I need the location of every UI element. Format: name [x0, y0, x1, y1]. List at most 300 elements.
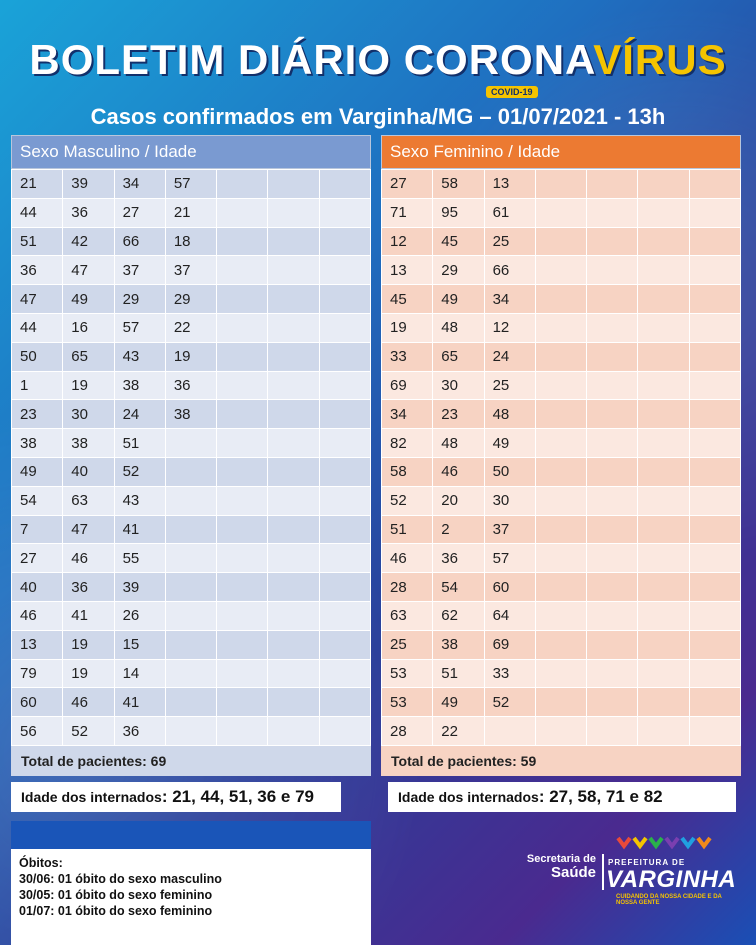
age-cell: 45 [382, 285, 433, 314]
age-cell: 38 [63, 429, 114, 458]
age-cell: 24 [484, 342, 535, 371]
age-cell: 28 [382, 573, 433, 602]
age-cell: 51 [433, 659, 484, 688]
age-cell [587, 688, 638, 717]
age-cell: 95 [433, 198, 484, 227]
age-cell [638, 170, 689, 199]
age-cell [638, 601, 689, 630]
age-cell [587, 486, 638, 515]
age-cell: 25 [382, 630, 433, 659]
age-cell [217, 688, 268, 717]
age-cell [217, 371, 268, 400]
age-cell [217, 515, 268, 544]
table-row [382, 717, 741, 746]
age-cell [535, 457, 586, 486]
age-cell [587, 601, 638, 630]
age-cell: 27 [382, 170, 433, 199]
age-cell [217, 429, 268, 458]
age-cell [638, 400, 689, 429]
age-cell [587, 400, 638, 429]
female-hosp-values: : 27, 58, 71 e 82 [538, 787, 663, 806]
age-cell: 51 [12, 227, 63, 256]
age-cell [165, 544, 216, 573]
age-cell [268, 429, 319, 458]
table-row [12, 688, 371, 717]
age-cell: 37 [484, 515, 535, 544]
female-hosp-label: Idade dos internados [398, 789, 539, 805]
prefeitura-logo [512, 832, 737, 912]
age-cell [165, 601, 216, 630]
age-cell: 7 [12, 515, 63, 544]
age-cell [165, 688, 216, 717]
age-cell [319, 371, 370, 400]
age-cell [319, 227, 370, 256]
age-cell [638, 717, 689, 746]
age-cell: 33 [382, 342, 433, 371]
age-cell: 19 [63, 659, 114, 688]
age-cell: 48 [484, 400, 535, 429]
table-row [382, 630, 741, 659]
age-cell: 36 [114, 717, 165, 746]
table-row [382, 659, 741, 688]
age-cell: 44 [12, 313, 63, 342]
age-cell: 58 [382, 457, 433, 486]
table-row [382, 544, 741, 573]
age-cell: 29 [165, 285, 216, 314]
age-cell [165, 659, 216, 688]
age-cell: 36 [433, 544, 484, 573]
age-cell: 19 [382, 313, 433, 342]
male-hospitalized [11, 782, 341, 812]
age-cell: 38 [433, 630, 484, 659]
age-cell [217, 544, 268, 573]
age-cell: 12 [382, 227, 433, 256]
age-cell [587, 515, 638, 544]
age-cell [689, 717, 740, 746]
table-row [12, 285, 371, 314]
death-item: 01/07: 01 óbito do sexo feminino [19, 904, 213, 918]
table-row [382, 170, 741, 199]
age-cell [689, 256, 740, 285]
age-cell [689, 457, 740, 486]
age-cell [535, 544, 586, 573]
age-cell [689, 342, 740, 371]
age-cell: 38 [114, 371, 165, 400]
age-cell [319, 515, 370, 544]
deaths-box [11, 849, 371, 945]
secretaria-line2: Saúde [550, 864, 596, 881]
age-cell [319, 198, 370, 227]
age-cell [268, 659, 319, 688]
age-cell: 27 [114, 198, 165, 227]
age-cell [689, 227, 740, 256]
age-cell [689, 429, 740, 458]
age-cell: 23 [433, 400, 484, 429]
age-cell: 49 [12, 457, 63, 486]
table-row [12, 457, 371, 486]
age-cell [319, 256, 370, 285]
title-part1: BOLETIM DIÁRIO [29, 36, 392, 83]
age-cell [268, 313, 319, 342]
age-cell [268, 630, 319, 659]
age-cell [689, 170, 740, 199]
age-cell: 34 [114, 170, 165, 199]
age-cell: 37 [114, 256, 165, 285]
age-cell [689, 400, 740, 429]
age-cell [535, 429, 586, 458]
age-cell: 61 [484, 198, 535, 227]
table-row [12, 630, 371, 659]
age-cell [217, 313, 268, 342]
table-row [382, 601, 741, 630]
male-heading: Sexo Masculino / Idade [11, 135, 371, 169]
age-cell: 66 [114, 227, 165, 256]
age-cell [165, 573, 216, 602]
age-cell: 13 [382, 256, 433, 285]
age-cell [217, 256, 268, 285]
age-cell [319, 429, 370, 458]
age-cell [689, 371, 740, 400]
age-cell [587, 573, 638, 602]
age-cell [638, 573, 689, 602]
age-cell: 52 [382, 486, 433, 515]
age-cell [217, 601, 268, 630]
age-cell [319, 630, 370, 659]
age-cell: 28 [382, 717, 433, 746]
age-cell: 58 [433, 170, 484, 199]
table-row [12, 486, 371, 515]
male-panel [11, 135, 371, 776]
age-cell: 48 [433, 313, 484, 342]
age-cell: 36 [12, 256, 63, 285]
age-cell [217, 170, 268, 199]
age-cell [217, 573, 268, 602]
age-cell [638, 544, 689, 573]
age-cell [638, 313, 689, 342]
age-cell [638, 659, 689, 688]
age-cell [587, 717, 638, 746]
age-cell [689, 515, 740, 544]
age-cell: 40 [12, 573, 63, 602]
age-cell: 29 [433, 256, 484, 285]
age-cell [217, 198, 268, 227]
age-cell: 33 [484, 659, 535, 688]
prefeitura-label: PREFEITURA DE [608, 858, 686, 867]
age-cell [165, 515, 216, 544]
male-hosp-values: : 21, 44, 51, 36 e 79 [161, 787, 314, 806]
age-cell: 20 [433, 486, 484, 515]
age-cell: 41 [63, 601, 114, 630]
age-cell: 25 [484, 371, 535, 400]
age-cell [268, 342, 319, 371]
table-row [12, 400, 371, 429]
age-cell: 79 [12, 659, 63, 688]
age-cell [319, 342, 370, 371]
male-ages-table [11, 169, 371, 746]
age-cell [268, 486, 319, 515]
age-cell: 49 [63, 285, 114, 314]
age-cell [268, 717, 319, 746]
age-cell: 30 [433, 371, 484, 400]
age-cell: 38 [12, 429, 63, 458]
title-virus: VÍRUS [593, 36, 727, 83]
table-row [382, 198, 741, 227]
table-row [382, 429, 741, 458]
age-cell [319, 486, 370, 515]
table-row [12, 170, 371, 199]
age-cell [319, 544, 370, 573]
age-cell: 69 [382, 371, 433, 400]
age-cell [535, 285, 586, 314]
age-cell [484, 717, 535, 746]
city-name: VARGINHA [606, 866, 737, 893]
age-cell [535, 601, 586, 630]
age-cell [319, 400, 370, 429]
age-cell [217, 285, 268, 314]
age-cell: 55 [114, 544, 165, 573]
age-cell [268, 688, 319, 717]
age-cell [268, 573, 319, 602]
age-cell [638, 457, 689, 486]
age-cell: 29 [114, 285, 165, 314]
age-cell: 12 [484, 313, 535, 342]
age-cell: 69 [484, 630, 535, 659]
age-cell: 43 [114, 342, 165, 371]
age-cell: 71 [382, 198, 433, 227]
table-row [382, 515, 741, 544]
age-cell [638, 688, 689, 717]
table-row [382, 457, 741, 486]
age-cell: 63 [382, 601, 433, 630]
age-cell: 1 [12, 371, 63, 400]
deaths-band [11, 821, 371, 849]
age-cell [319, 457, 370, 486]
age-cell [268, 371, 319, 400]
female-total: Total de pacientes: 59 [381, 746, 741, 776]
age-cell [535, 313, 586, 342]
age-cell: 57 [484, 544, 535, 573]
logo-divider [602, 854, 604, 890]
age-cell: 51 [114, 429, 165, 458]
age-cell [268, 227, 319, 256]
age-cell [268, 400, 319, 429]
age-cell: 62 [433, 601, 484, 630]
female-ages-table [381, 169, 741, 746]
age-cell: 66 [484, 256, 535, 285]
table-row [12, 717, 371, 746]
table-row [12, 429, 371, 458]
age-cell: 25 [484, 227, 535, 256]
age-cell: 46 [12, 601, 63, 630]
age-cell: 57 [165, 170, 216, 199]
age-cell [319, 285, 370, 314]
age-cell [535, 227, 586, 256]
age-cell: 24 [114, 400, 165, 429]
age-cell [689, 601, 740, 630]
age-cell [689, 313, 740, 342]
secretaria-label [512, 852, 596, 880]
table-row [12, 198, 371, 227]
age-cell [587, 630, 638, 659]
age-cell: 14 [114, 659, 165, 688]
age-cell [638, 256, 689, 285]
age-cell: 60 [484, 573, 535, 602]
age-cell [165, 717, 216, 746]
age-cell: 54 [12, 486, 63, 515]
table-row [12, 601, 371, 630]
age-cell: 47 [63, 256, 114, 285]
age-cell [587, 371, 638, 400]
age-cell [587, 227, 638, 256]
age-cell: 42 [63, 227, 114, 256]
age-cell [217, 659, 268, 688]
age-cell: 36 [63, 198, 114, 227]
table-row [382, 227, 741, 256]
title-corona: CORONA [403, 36, 594, 83]
age-cell: 54 [433, 573, 484, 602]
age-cell [638, 227, 689, 256]
death-item: 30/06: 01 óbito do sexo masculino [19, 872, 222, 886]
bulletin-title [0, 36, 756, 97]
age-cell [638, 515, 689, 544]
female-hospitalized [388, 782, 736, 812]
age-cell: 41 [114, 688, 165, 717]
age-cell: 65 [63, 342, 114, 371]
age-cell: 64 [484, 601, 535, 630]
age-cell: 40 [63, 457, 114, 486]
age-cell: 53 [382, 688, 433, 717]
age-cell [165, 429, 216, 458]
hearts-logo-icon [610, 832, 720, 854]
age-cell [689, 659, 740, 688]
age-cell [165, 630, 216, 659]
age-cell: 60 [12, 688, 63, 717]
table-row [382, 256, 741, 285]
age-cell: 30 [484, 486, 535, 515]
table-row [382, 313, 741, 342]
subtitle: Casos confirmados em Varginha/MG – 01/07/2021 - 13h [90, 104, 666, 129]
city-tagline: CUIDANDO DA NOSSA CIDADE E DA NOSSA GENTE [616, 894, 722, 906]
table-row [382, 285, 741, 314]
age-cell: 47 [12, 285, 63, 314]
age-cell: 18 [165, 227, 216, 256]
age-cell [535, 256, 586, 285]
age-cell [535, 659, 586, 688]
age-cell [217, 457, 268, 486]
death-item: 30/05: 01 óbito do sexo feminino [19, 888, 213, 902]
age-cell [638, 630, 689, 659]
age-cell: 19 [165, 342, 216, 371]
age-cell [535, 400, 586, 429]
age-cell: 44 [12, 198, 63, 227]
age-cell [587, 457, 638, 486]
age-cell [217, 717, 268, 746]
age-cell: 27 [12, 544, 63, 573]
age-cell [587, 544, 638, 573]
age-cell [689, 486, 740, 515]
age-cell: 22 [165, 313, 216, 342]
table-row [382, 486, 741, 515]
age-cell [217, 227, 268, 256]
age-cell [268, 515, 319, 544]
age-cell: 48 [433, 429, 484, 458]
age-cell: 45 [433, 227, 484, 256]
age-cell [165, 486, 216, 515]
age-cell: 15 [114, 630, 165, 659]
table-row [12, 544, 371, 573]
male-total: Total de pacientes: 69 [11, 746, 371, 776]
age-cell [535, 486, 586, 515]
age-cell: 49 [484, 429, 535, 458]
table-row [382, 688, 741, 717]
age-cell [217, 400, 268, 429]
age-cell [319, 601, 370, 630]
age-cell [319, 573, 370, 602]
age-cell: 23 [12, 400, 63, 429]
age-cell: 50 [484, 457, 535, 486]
age-cell: 37 [165, 256, 216, 285]
age-cell [535, 717, 586, 746]
age-cell: 22 [433, 717, 484, 746]
age-cell: 36 [165, 371, 216, 400]
age-cell [535, 630, 586, 659]
secretaria-line1: Secretaria de [526, 853, 596, 865]
age-cell: 21 [12, 170, 63, 199]
deaths-heading: Óbitos: [19, 856, 63, 870]
age-cell [587, 659, 638, 688]
age-cell: 34 [382, 400, 433, 429]
age-cell [319, 170, 370, 199]
table-row [382, 400, 741, 429]
age-cell: 57 [114, 313, 165, 342]
age-cell: 13 [12, 630, 63, 659]
age-cell: 52 [484, 688, 535, 717]
female-heading: Sexo Feminino / Idade [381, 135, 741, 169]
age-cell: 46 [63, 688, 114, 717]
table-row [12, 515, 371, 544]
table-row [382, 573, 741, 602]
age-cell [268, 285, 319, 314]
table-row [12, 342, 371, 371]
age-cell [689, 573, 740, 602]
age-cell [587, 170, 638, 199]
age-cell: 63 [63, 486, 114, 515]
age-cell [268, 198, 319, 227]
age-cell: 52 [114, 457, 165, 486]
table-row [382, 342, 741, 371]
age-cell: 50 [12, 342, 63, 371]
age-cell: 41 [114, 515, 165, 544]
age-cell [319, 313, 370, 342]
age-cell: 19 [63, 371, 114, 400]
age-cell: 65 [433, 342, 484, 371]
age-cell [165, 457, 216, 486]
age-cell: 46 [382, 544, 433, 573]
age-cell [638, 371, 689, 400]
age-cell [217, 342, 268, 371]
age-cell [217, 486, 268, 515]
age-cell: 36 [63, 573, 114, 602]
table-row [12, 313, 371, 342]
covid-badge: COVID-19 [486, 86, 538, 98]
table-row [12, 227, 371, 256]
age-cell [638, 429, 689, 458]
age-cell [535, 688, 586, 717]
age-cell [638, 198, 689, 227]
age-cell [319, 688, 370, 717]
age-cell [638, 285, 689, 314]
age-cell: 56 [12, 717, 63, 746]
